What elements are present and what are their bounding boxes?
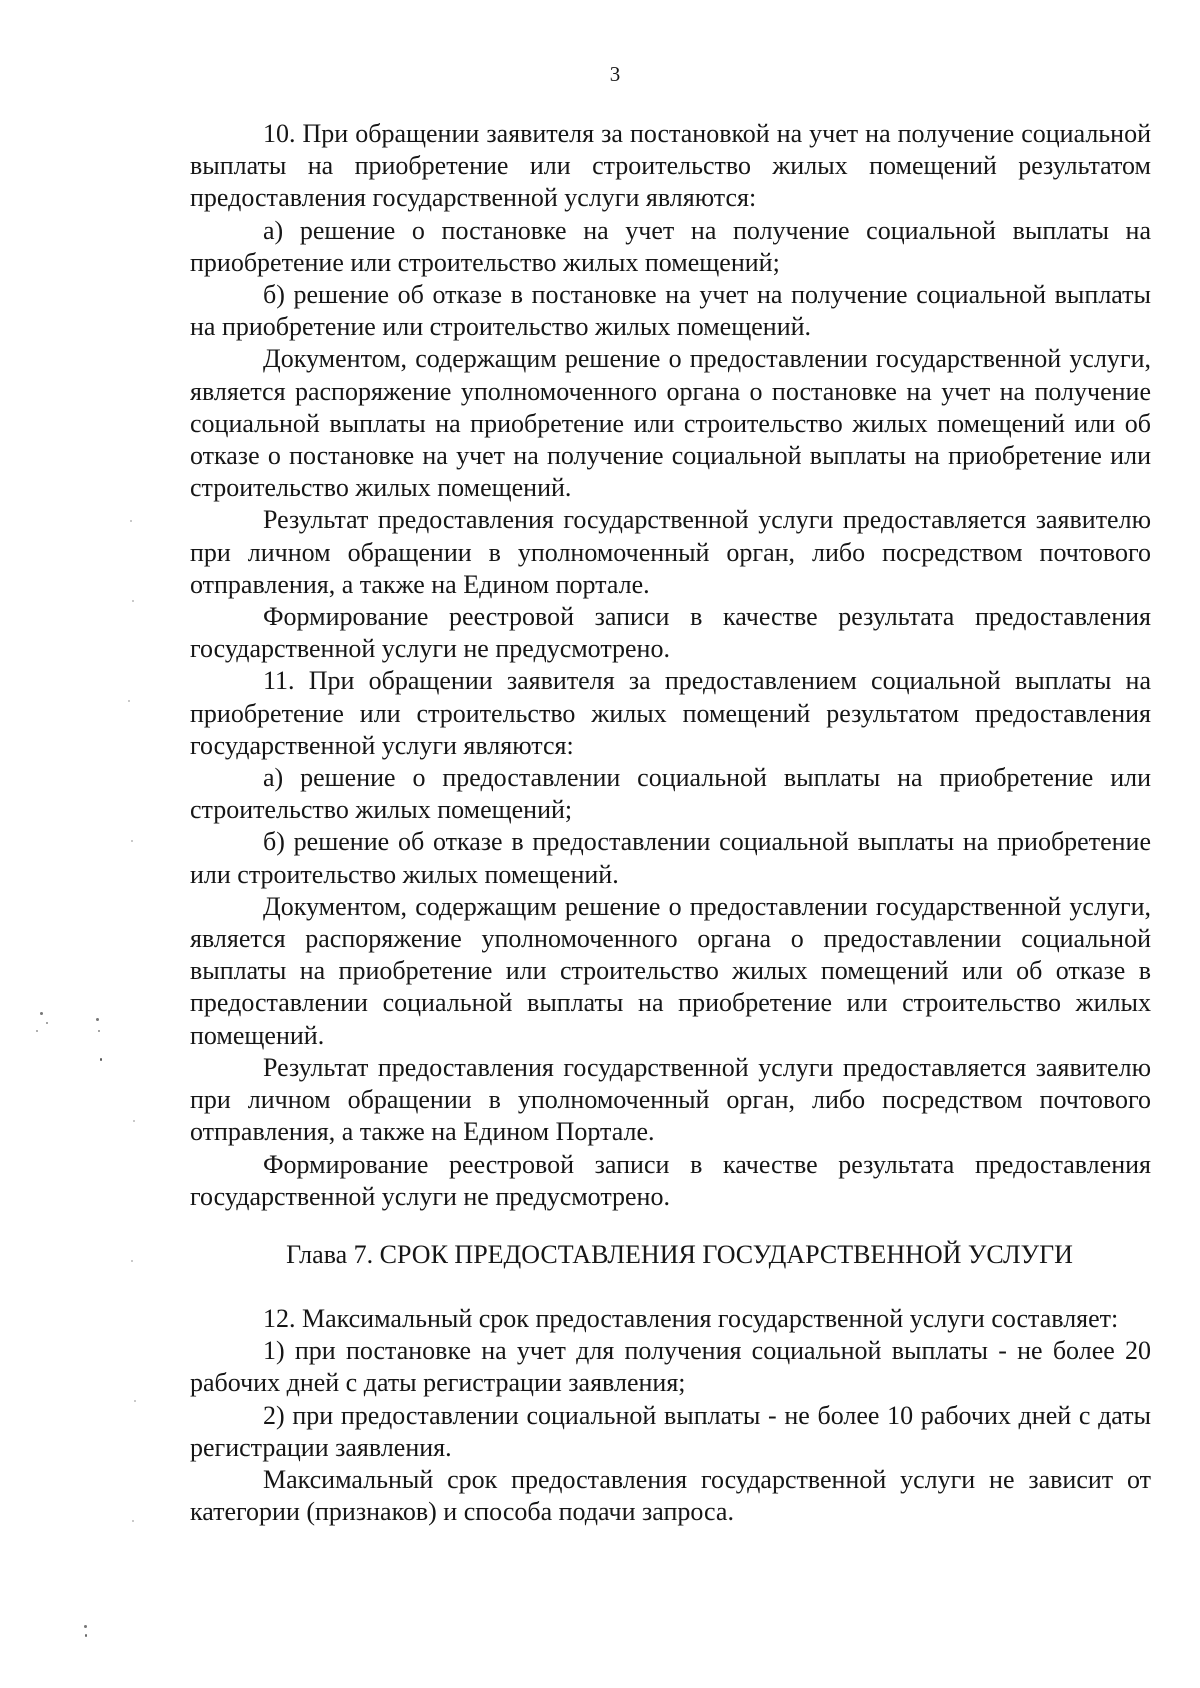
scan-margin-noise bbox=[0, 0, 160, 1688]
paragraph-10-b: б) решение об отказе в постановке на учет на получение социальной выплаты на приобретение или строительство жилых помещений. bbox=[190, 280, 1151, 342]
paragraph-10-result: Результат предоставления государственной услуги предоставляется заявителю при личном обращении в уполномоченный орган, либо посредством почтового отправления, а также на Едином портале. bbox=[190, 505, 1151, 599]
paragraph-10-registry: Формирование реестровой записи в качестве результата предоставления государственной услуги не предусмотрено. bbox=[190, 602, 1151, 664]
paragraph-11-intro: 11. При обращении заявителя за предоставлением социальной выплаты на приобретение или строительство жилых помещений результатом предоставления государственной услуги являются: bbox=[190, 666, 1151, 760]
paragraph-11-b: б) решение об отказе в предоставлении социальной выплаты на приобретение или строительство жилых помещений. bbox=[190, 827, 1151, 889]
paragraph-11-registry: Формирование реестровой записи в качестве результата предоставления государственной услуги не предусмотрено. bbox=[190, 1149, 1151, 1211]
paragraph-12-item-2: 2) при предоставлении социальной выплаты - не более 10 рабочих дней с даты регистрации заявления. bbox=[190, 1400, 1151, 1462]
paragraph-12-intro: 12. Максимальный срок предоставления государственной услуги составляет: bbox=[263, 1303, 1119, 1333]
chapter-heading: Глава 7. СРОК ПРЕДОСТАВЛЕНИЯ ГОСУДАРСТВЕННОЙ УСЛУГИ bbox=[286, 1239, 1073, 1269]
paragraph-12-item-1: 1) при постановке на учет для получения социальной выплаты - не более 20 рабочих дней с даты регистрации заявления; bbox=[190, 1336, 1151, 1398]
document-body bbox=[190, 118, 1151, 1528]
page-number: 3 bbox=[609, 62, 621, 86]
paragraph-11-result: Результат предоставления государственной услуги предоставляется заявителю при личном обращении в уполномоченный орган, либо посредством почтового отправления, а также на Едином Портале. bbox=[190, 1052, 1151, 1147]
paragraph-12-max-term: Максимальный срок предоставления государственной услуги не зависит от категории (признаков) и способа подачи запроса. bbox=[190, 1464, 1151, 1527]
paragraph-10-intro: 10. При обращении заявителя за постановкой на учет на получение социальной выплаты на приобретение или строительство жилых помещений результатом предоставления государственной услуги являются: bbox=[190, 119, 1151, 213]
paragraph-11-a: а) решение о предоставлении социальной выплаты на приобретение или строительство жилых помещений; bbox=[190, 763, 1151, 825]
paragraph-10-a: а) решение о постановке на учет на получение социальной выплаты на приобретение или строительство жилых помещений; bbox=[190, 215, 1151, 277]
paragraph-10-document: Документом, содержащим решение о предоставлении государственной услуги, является распоряжение уполномоченного органа о постановке на учет на получение социальной выплаты на приобретение или строительство жилых помещений или об отказе о постановке на учет на получение социальной выплаты на приобретение или строительство жилых помещений. bbox=[190, 344, 1151, 503]
paragraph-11-document: Документом, содержащим решение о предоставлении государственной услуги, является распоряжение уполномоченного органа о предоставлении социальной выплаты на приобретение или строительство жилых помещений или об отказе в предоставлении социальной выплаты на приобретение или строительство жилых помещений. bbox=[190, 891, 1151, 1050]
